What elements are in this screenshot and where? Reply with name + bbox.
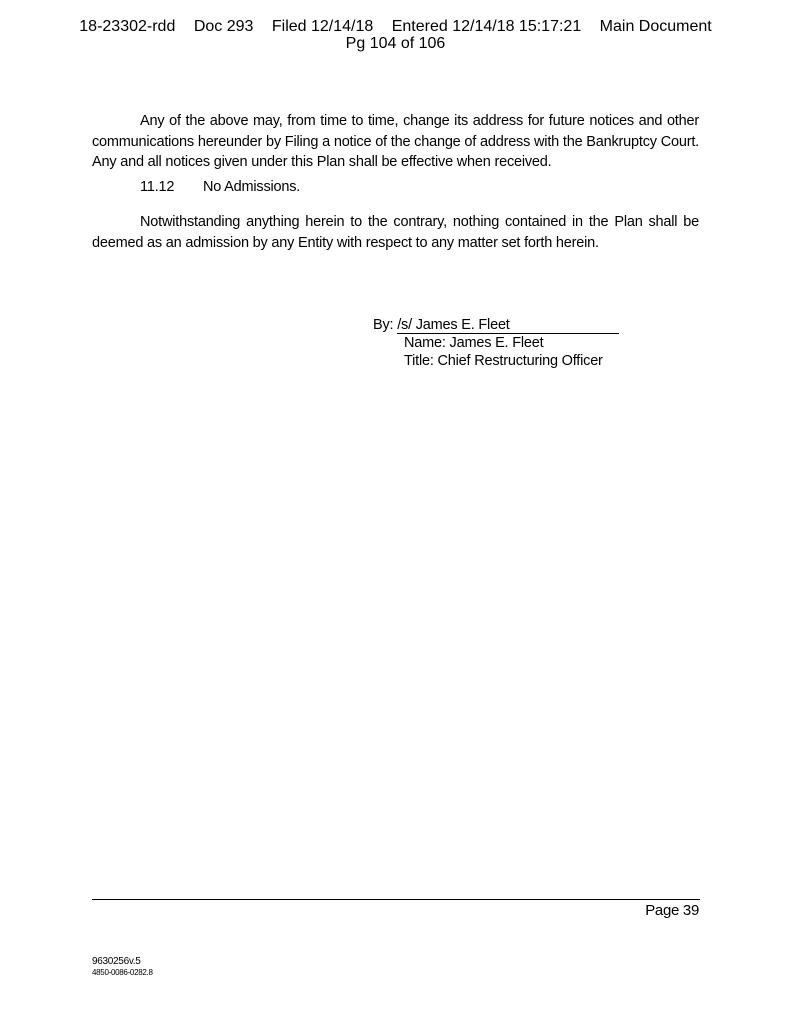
signature-text: /s/ James E. Fleet bbox=[397, 317, 510, 333]
no-admissions-paragraph: Notwithstanding anything herein to the contrary, nothing contained in the Plan shall be deemed as an admission by any Entity with respect to any matter set forth herein. bbox=[92, 214, 699, 251]
section-number: 11.12 bbox=[140, 179, 175, 195]
filed-date: Filed 12/14/18 bbox=[271, 18, 374, 35]
case-number: 18-23302-rdd bbox=[79, 18, 176, 35]
signature-line bbox=[397, 318, 619, 334]
by-label: By: bbox=[373, 317, 394, 333]
footer-divider bbox=[92, 899, 700, 900]
entered-date: Entered 12/14/18 15:17:21 bbox=[391, 18, 582, 35]
notice-paragraph: Any of the above may, from time to time, change its address for future notices and other communications hereunder by Filing a notice of the change of address with the Bankruptcy Court. Any and all notices given under this Plan shall be effective when received. bbox=[92, 113, 699, 170]
docket-number: Doc 293 bbox=[193, 18, 254, 35]
section-title: No Admissions. bbox=[203, 179, 301, 195]
document-type: Main Document bbox=[599, 18, 712, 35]
page-number: Page 39 bbox=[645, 902, 699, 919]
signatory-name: Name: James E. Fleet bbox=[404, 335, 544, 351]
signatory-title: Title: Chief Restructuring Officer bbox=[404, 353, 603, 369]
signature-block bbox=[373, 316, 619, 335]
document-id-secondary: 4850-0086-0282.8 bbox=[92, 968, 153, 977]
filing-page-count: Pg 104 of 106 bbox=[345, 35, 446, 52]
court-filing-header bbox=[0, 18, 791, 52]
header-line-1 bbox=[0, 18, 791, 35]
document-id-primary: 9630256v.5 bbox=[92, 956, 141, 967]
section-heading bbox=[140, 179, 300, 195]
